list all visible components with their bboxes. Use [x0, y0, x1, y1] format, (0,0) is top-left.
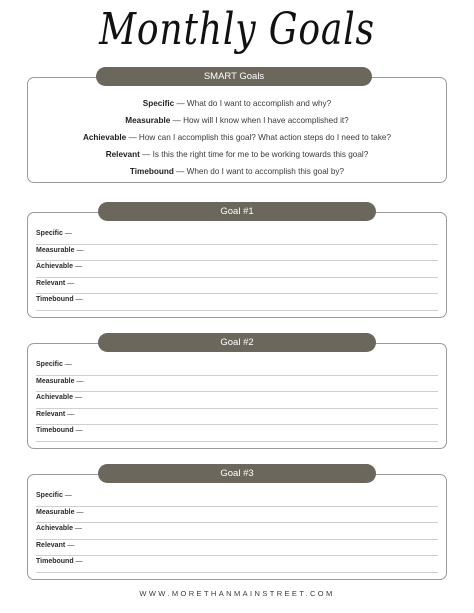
row-dash: —	[67, 410, 75, 418]
row-label: Timebound	[36, 427, 74, 435]
row-label: Achievable	[36, 263, 73, 271]
smart-desc: — How can I accomplish this goal? What action steps do I need to take?	[126, 133, 392, 142]
row-label: Measurable	[36, 508, 75, 516]
smart-term: Measurable	[125, 116, 171, 125]
goal-1-relevant-line[interactable]	[36, 278, 438, 295]
row-label: Achievable	[36, 394, 73, 402]
smart-line-measurable	[28, 112, 446, 129]
smart-desc: — When do I want to accomplish this goal by?	[173, 167, 345, 176]
row-label: Timebound	[36, 558, 74, 566]
smart-term: Timebound	[129, 167, 174, 176]
goal-1-specific-line[interactable]	[36, 228, 438, 245]
smart-line-timebound	[28, 163, 446, 180]
row-dash: —	[67, 541, 75, 549]
row-label: Relevant	[36, 410, 66, 418]
goal-1-header: Goal #1	[98, 202, 376, 221]
goal-2-achievable-line[interactable]	[36, 392, 438, 409]
smart-term: Relevant	[105, 150, 140, 159]
goal-1-timebound-line[interactable]	[36, 294, 438, 311]
row-dash: —	[76, 377, 84, 385]
goal-3-specific-line[interactable]	[36, 490, 438, 507]
goal-3-achievable-line[interactable]	[36, 523, 438, 540]
row-label: Specific	[36, 492, 63, 499]
page-title: Monthly Goals	[99, 4, 375, 55]
smart-desc: — How will I know when I have accomplished it?	[170, 116, 349, 125]
smart-term: Achievable	[82, 133, 127, 142]
smart-line-specific	[28, 95, 446, 112]
row-dash: —	[64, 492, 72, 499]
row-dash: —	[75, 558, 83, 566]
row-dash: —	[75, 296, 83, 304]
smart-desc: — Is this the right time for me to be working towards this goal?	[139, 150, 369, 159]
row-dash: —	[76, 508, 84, 516]
smart-goals-header: SMART Goals	[96, 67, 372, 86]
smart-line-achievable	[28, 129, 446, 146]
row-dash: —	[64, 361, 72, 368]
row-label: Relevant	[36, 541, 66, 549]
row-dash: —	[64, 230, 72, 237]
row-dash: —	[74, 394, 82, 402]
smart-line-relevant	[28, 146, 446, 163]
goal-3-relevant-line[interactable]	[36, 540, 438, 557]
goal-2-specific-line[interactable]	[36, 359, 438, 376]
row-dash: —	[74, 525, 82, 533]
goal-2-rows	[36, 359, 438, 442]
goal-3-timebound-line[interactable]	[36, 556, 438, 573]
row-label: Timebound	[36, 296, 74, 304]
goal-3-box	[27, 474, 447, 580]
goal-3-header: Goal #3	[98, 464, 376, 483]
row-label: Measurable	[36, 377, 75, 385]
goal-2-timebound-line[interactable]	[36, 425, 438, 442]
row-label: Achievable	[36, 525, 73, 533]
smart-goals-box	[27, 77, 447, 183]
smart-desc: — What do I want to accomplish and why?	[174, 99, 332, 108]
row-label: Specific	[36, 361, 63, 368]
row-label: Relevant	[36, 279, 66, 287]
row-label: Specific	[36, 230, 63, 237]
goal-1-box	[27, 212, 447, 318]
row-dash: —	[67, 279, 75, 287]
row-dash: —	[75, 427, 83, 435]
row-dash: —	[74, 263, 82, 271]
smart-definitions	[28, 95, 446, 180]
goal-2-box	[27, 343, 447, 449]
goal-3-measurable-line[interactable]	[36, 507, 438, 524]
goal-1-rows	[36, 228, 438, 311]
goal-2-relevant-line[interactable]	[36, 409, 438, 426]
row-label: Measurable	[36, 246, 75, 254]
goal-2-measurable-line[interactable]	[36, 376, 438, 393]
goal-3-rows	[36, 490, 438, 573]
footer-website: WWW.MORETHANMAINSTREET.COM	[139, 589, 335, 598]
goal-1-achievable-line[interactable]	[36, 261, 438, 278]
goal-1-measurable-line[interactable]	[36, 245, 438, 262]
goal-2-header: Goal #2	[98, 333, 376, 352]
smart-term: Specific	[142, 99, 175, 108]
row-dash: —	[76, 246, 84, 254]
